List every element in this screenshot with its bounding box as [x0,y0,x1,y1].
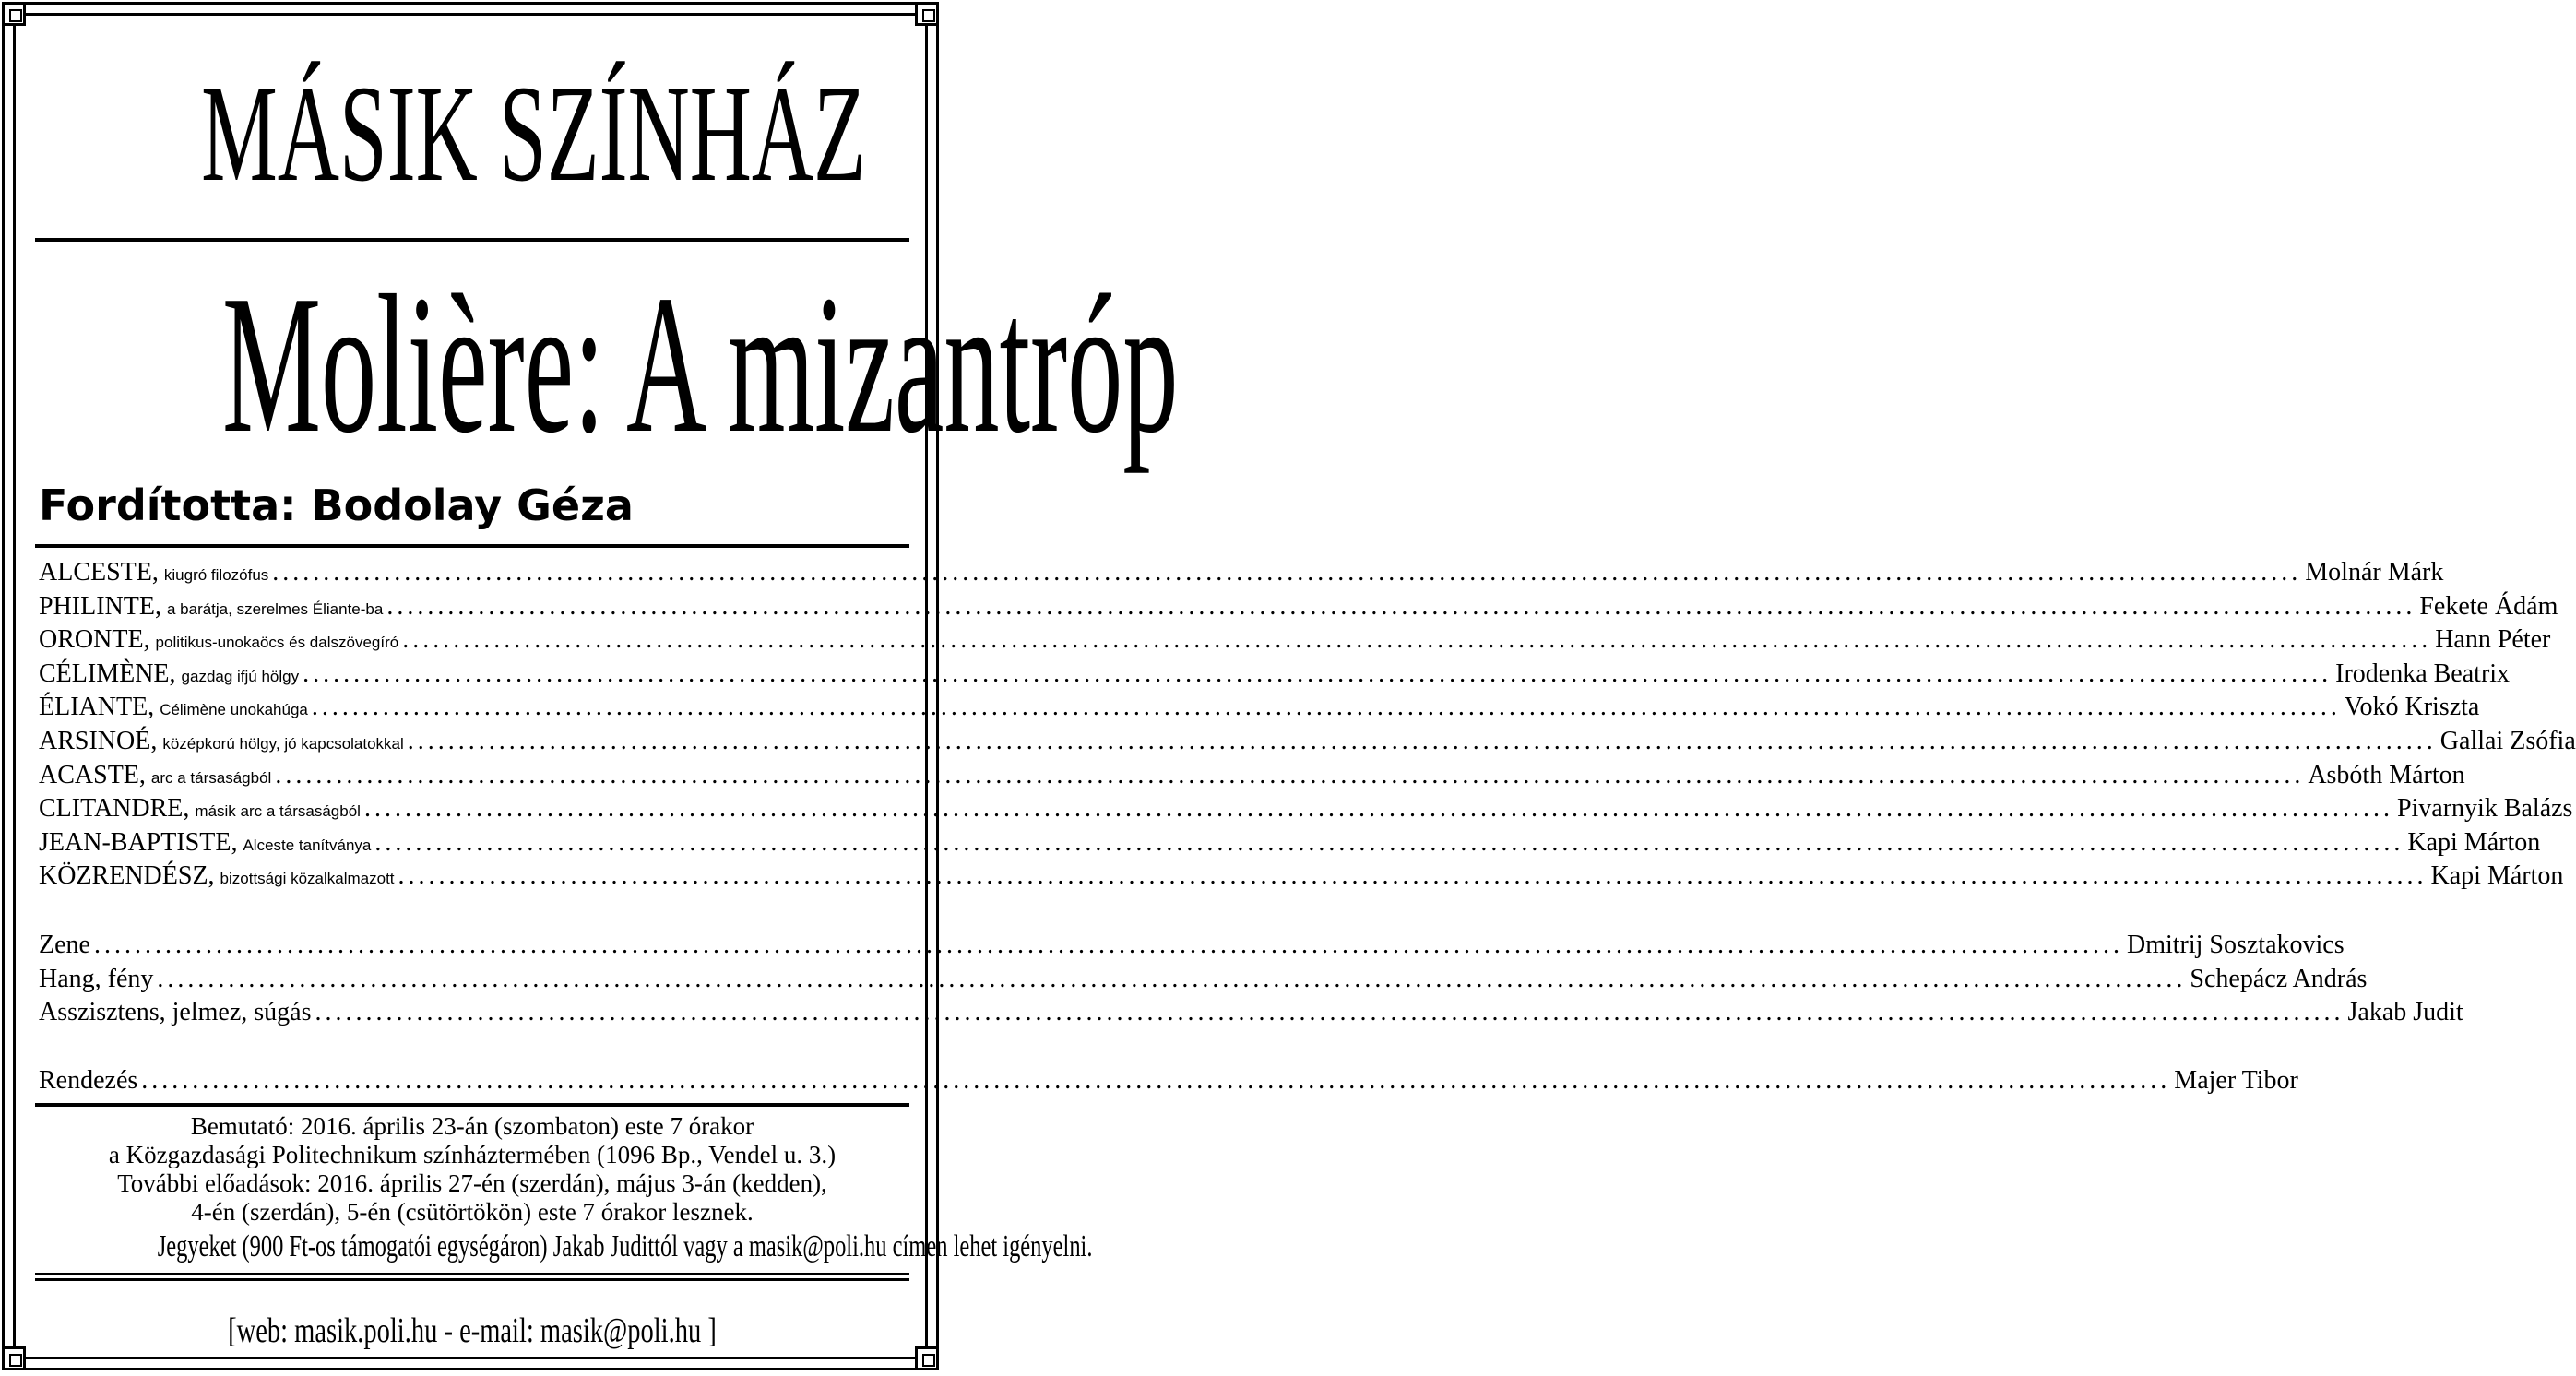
cast-row [39,691,2480,725]
director-role: Rendezés [39,1066,138,1095]
corner-ornament [915,2,939,26]
crew-name: Jakab Judit [2347,998,2463,1027]
actor-name: Kapi Márton [2430,861,2564,891]
performance-info [35,1112,909,1227]
role-name: KÖZRENDÉSZ, [39,861,215,891]
role-description: kiugró filozófus [163,566,269,584]
actor-name: Kapi Márton [2407,827,2541,857]
leader-dots: ........................................................................................................................................................................................................ [374,827,2404,857]
crew-list [39,929,2463,1030]
corner-ornament [2,2,26,26]
actor-name: Molnár Márk [2305,558,2444,587]
leader-dots: ........................................................................................................................................................................................................ [141,1066,2171,1095]
role-description: gazdag ifjú hölgy [181,667,300,685]
role-description: másik arc a társaságból [195,802,361,821]
crew-row [39,963,2368,997]
cast-row [39,725,2576,759]
role-description: politikus-unokaöcs és dalszövegíró [155,634,399,652]
corner-ornament [915,1346,939,1370]
actor-name: Fekete Ádám [2419,591,2558,621]
actor-name: Asbóth Márton [2308,760,2465,789]
role-name: JEAN-BAPTISTE, [39,827,238,857]
divider [35,1273,909,1275]
cast-row [39,590,2558,624]
leader-dots: ........................................................................................................................................................................................................ [303,658,2333,688]
leader-dots: ........................................................................................................................................................................................................ [363,794,2393,824]
leader-dots: ........................................................................................................................................................................................................ [275,760,2305,789]
role-name: ORONTE, [39,625,150,655]
web-contact: [web: masik.poli.hu - e-mail: masik@poli.hu ] [228,1311,717,1350]
leader-dots: ........................................................................................................................................................................................................ [157,964,2187,993]
divider [35,544,909,548]
divider [35,1103,909,1107]
role-description: arc a társaságból [150,768,272,787]
cast-row [39,860,2564,894]
info-line: További előadások: 2016. április 27-én (szerdán), május 3-án (kedden), [117,1169,827,1197]
leader-dots: ........................................................................................................................................................................................................ [272,558,2302,587]
role-name: ARSINOÉ, [39,726,158,755]
crew-role: Zene [39,931,90,959]
info-line: 4-én (szerdán), 5-én (csütörtökön) este 7 órakor lesznek. [191,1198,754,1226]
director-row [39,1064,2298,1098]
divider [35,1278,909,1281]
role-description: középkorú hölgy, jó kapcsolatokkal [162,734,404,753]
info-line: a Közgazdasági Politechnikum színháztermében (1096 Bp., Vendel u. 3.) [108,1141,837,1168]
actor-name: Gallai Zsófia [2439,726,2576,755]
theater-name: MÁSIK SZÍNHÁZ [201,57,866,210]
leader-dots: ........................................................................................................................................................................................................ [398,861,2428,891]
cast-row [39,658,2511,692]
crew-name: Dmitrij Sosztakovics [2126,931,2345,959]
leader-dots: ........................................................................................................................................................................................................ [407,726,2437,755]
role-description: a barátja, szerelmes Éliante-ba [166,599,384,618]
actor-name: Pivarnyik Balázs [2396,794,2573,824]
ticket-info: Jegyeket (900 Ft-os támogatói egységáron) Jakab Judittól vagy a masik@poli.hu címen lehet igényelni. [157,1229,1093,1263]
leader-dots: ........................................................................................................................................................................................................ [311,693,2341,722]
role-name: ÉLIANTE, [39,693,155,722]
cast-row [39,623,2551,658]
leader-dots: ........................................................................................................................................................................................................ [93,931,2123,959]
leader-dots: ........................................................................................................................................................................................................ [402,625,2432,655]
role-description: Célimène unokahúga [160,701,308,719]
crew-row [39,996,2463,1030]
cast-row [39,826,2541,860]
leader-dots: ........................................................................................................................................................................................................ [315,998,2345,1027]
cast-row [39,792,2573,826]
role-name: PHILINTE, [39,591,161,621]
leader-dots: ........................................................................................................................................................................................................ [386,591,2416,621]
info-line: Bemutató: 2016. április 23-án (szombaton) este 7 órakor [190,1112,754,1140]
cast-list [39,556,2576,894]
play-title: Molière: A mizantróp [221,254,1179,474]
actor-name: Irodenka Beatrix [2335,658,2511,688]
divider [35,238,909,242]
translator-credit: Fordította: Bodolay Géza [39,480,634,530]
role-name: ALCESTE, [39,558,159,587]
cast-row [39,556,2444,590]
role-description: Alceste tanítványa [243,836,372,854]
corner-ornament [2,1346,26,1370]
role-name: CÉLIMÈNE, [39,658,176,688]
actor-name: Hann Péter [2435,625,2551,655]
crew-row [39,929,2345,963]
crew-role: Hang, fény [39,964,154,993]
director-line [39,1064,2298,1098]
role-name: ACASTE, [39,760,146,789]
actor-name: Vokó Kriszta [2344,693,2480,722]
role-name: CLITANDRE, [39,794,190,824]
crew-name: Schepácz András [2190,964,2368,993]
crew-role: Asszisztens, jelmez, súgás [39,998,312,1027]
role-description: bizottsági közalkalmazott [220,870,395,888]
director-name: Majer Tibor [2174,1066,2298,1095]
cast-row [39,759,2465,793]
